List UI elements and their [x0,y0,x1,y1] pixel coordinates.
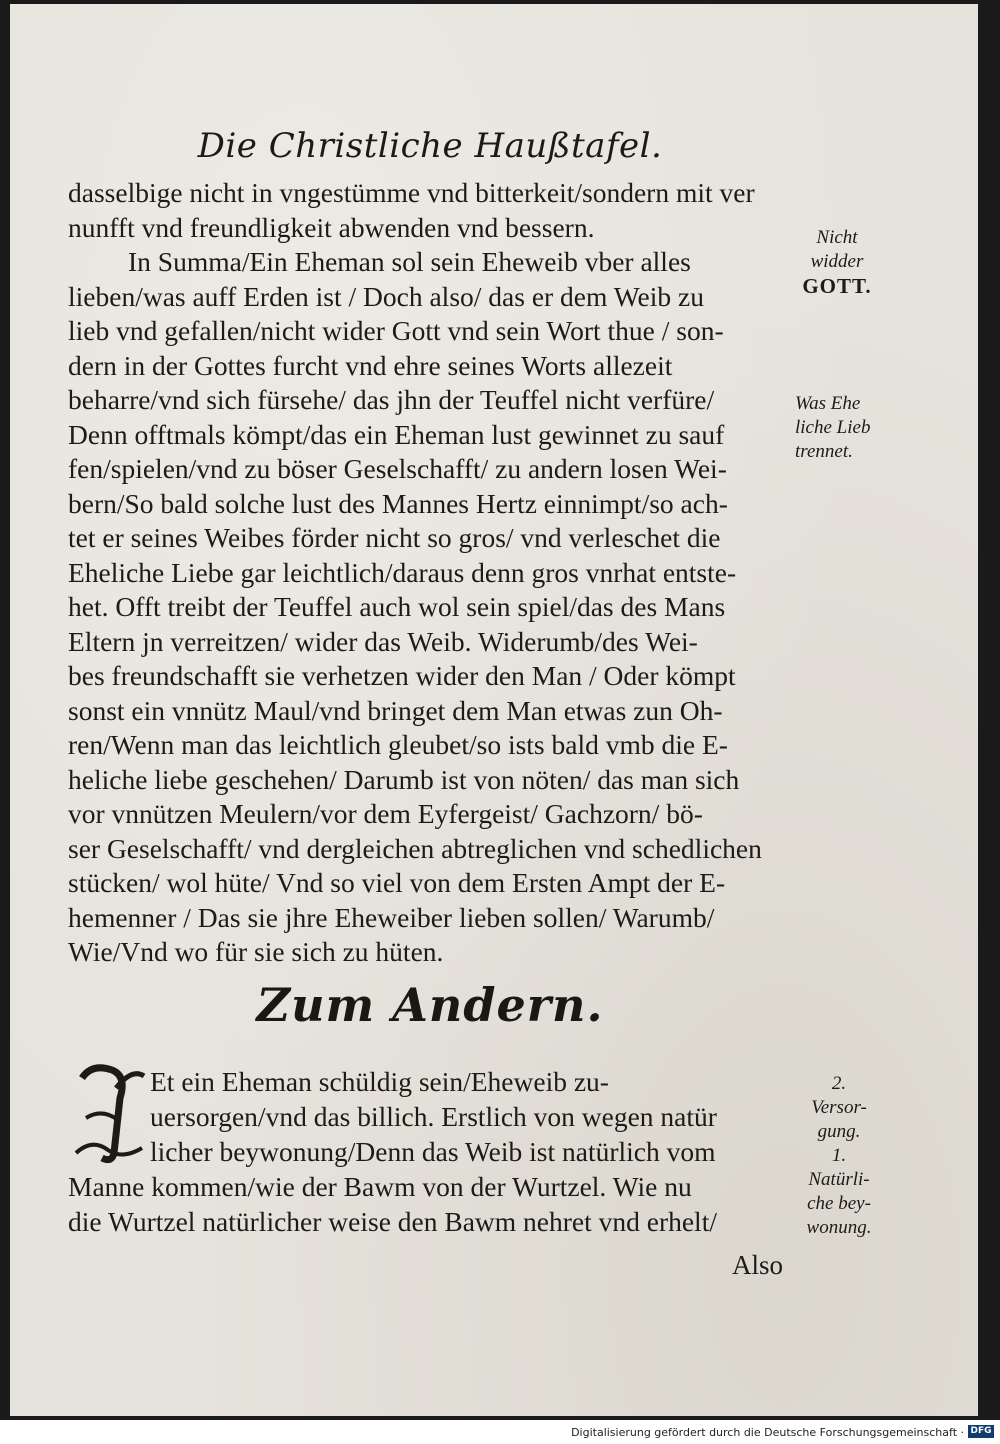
text-line: licher beywonung/Denn das Weib ist natürlich vom [150,1136,716,1167]
text-line: heliche liebe geschehen/ Darumb ist von nöten/ das man sich [68,763,740,795]
margin-note-nicht-widder-gott [796,226,878,298]
text-line: nunfft vnd freundligkeit abwenden vnd bessern. [68,211,595,243]
text-line: bern/So bald solche lust des Mannes Hertz einnimpt/so ach- [68,487,728,519]
text-line: Et ein Eheman schüldig sein/Eheweib zu- [150,1066,609,1097]
funding-credit: Digitalisierung gefördert durch die Deutsche Forschungsgemeinschaft · [571,1426,964,1439]
text-line: Manne kommen/wie der Bawm von der Wurtzel. Wie nu [68,1171,692,1202]
text-line: Eltern jn verreitzen/ wider das Weib. Widerumb/des Wei- [68,625,698,657]
text-line: bes freundschafft sie verhetzen wider den Man / Oder kömpt [68,660,736,691]
margin-note-versorgung [796,1072,882,1240]
text-line: Eheliche Liebe gar leichtlich/daraus denn gros vnrhat entste- [68,556,737,588]
text-line: sonst ein vnnütz Maul/vnd bringet dem Man etwas zun Oh- [68,694,723,726]
margin-line: liche Lieb [795,417,871,438]
margin-line: widder [810,251,864,272]
margin-line: Versor- [811,1097,867,1118]
text-line: die Wurtzel natürlicher weise den Bawm nehret vnd erhelt/ [68,1206,717,1237]
text-line: dern in der Gottes furcht vnd ehre seines Worts allezeit [68,349,673,381]
text-line: vor vnnützen Meulern/vor dem Eyfergeist/ Gachzorn/ bö- [68,798,703,829]
text-line: Wie/Vnd wo für sie sich zu hüten. [68,936,444,967]
dfg-logo: DFG [968,1425,994,1438]
text-line: ren/Wenn man das leichtlich gleubet/so ists bald vmb die E- [68,729,728,760]
text-line: uersorgen/vnd das billich. Erstlich von wegen natür [150,1101,717,1132]
margin-line: gung. [817,1121,861,1142]
paragraph-1 [68,176,794,970]
text-line: tet er seines Weibes förder nicht so gros/ vnd verleschet die [68,522,721,553]
text-line: stücken/ wol hüte/ Vnd so viel von dem Ersten Ampt der E- [68,867,726,898]
margin-line: 1. [831,1145,847,1166]
text-line: lieb vnd gefallen/nicht wider Gott vnd sein Wort thue / son- [68,315,724,346]
margin-note-ehe-lieb [795,392,885,464]
margin-line: Was Ehe [795,393,861,414]
text-line: beharre/vnd sich fürsehe/ das jhn der Teuffel nicht verfüre/ [68,384,715,415]
text-line: het. Offt treibt der Teuffel auch wol sein spiel/das des Mans [68,591,726,622]
text-line: hemenner / Das sie jhre Eheweiber lieben sollen/ Warumb/ [68,901,715,933]
margin-line: che bey- [807,1193,871,1214]
text-line: In Summa/Ein Eheman sol sein Eheweib vber alles [128,246,691,277]
catchword: Also [732,1250,784,1280]
margin-line: GOTT. [802,274,872,298]
text-line: ser Geselschafft/ vnd dergleichen abtreglichen vnd schedlichen [68,832,762,864]
text-line: lieben/was auff Erden ist / Doch also/ das er dem Weib zu [68,280,704,312]
running-head: Die Christliche Haußtafel. [197,126,663,166]
margin-line: wonung. [806,1217,872,1238]
section-heading: Zum Andern. [256,978,604,1032]
text-line: fen/spielen/vnd zu böser Geselschafft/ zu andern losen Wei- [68,453,727,484]
scan-edge [990,0,1000,1420]
text-line: Denn offtmals kömpt/das ein Eheman lust gewinnet zu sauf [68,418,725,450]
margin-line: 2. [831,1073,847,1094]
margin-line: Nicht [816,227,858,248]
paragraph-2 [68,1064,794,1239]
margin-line: trennet. [795,441,853,462]
text-line: dasselbige nicht in vngestümme vnd bitterkeit/sondern mit ver [68,177,755,208]
margin-line: Natürli- [808,1169,870,1190]
